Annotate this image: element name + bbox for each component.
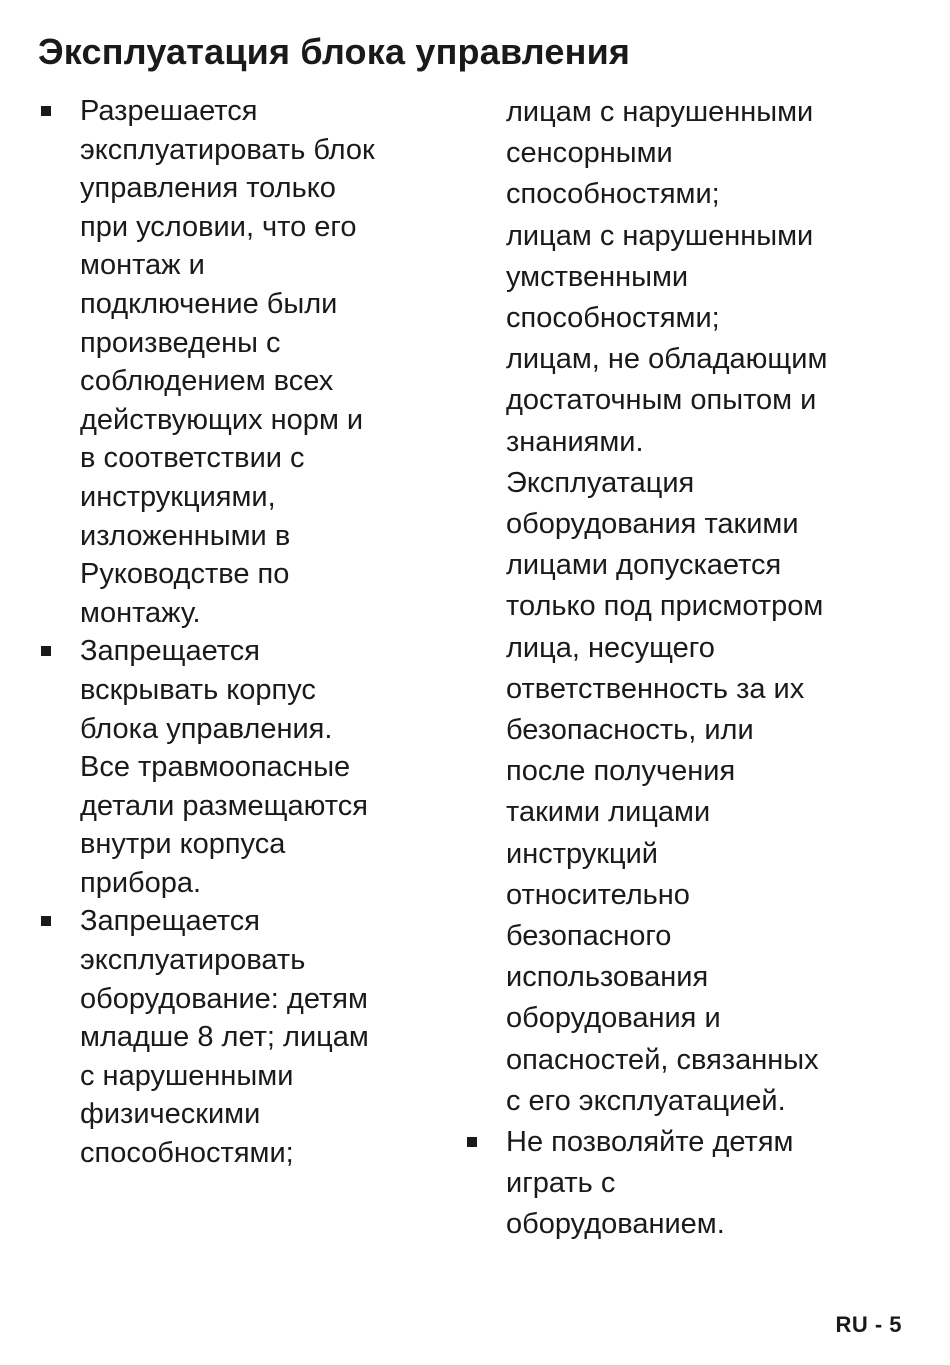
text-line: изложенными в	[80, 519, 291, 552]
text-line: монтаж и	[80, 249, 205, 282]
text-line: произведены с	[80, 326, 281, 359]
list-item-usage-restrictions	[36, 902, 436, 1172]
text-line: лицам с нарушенными	[506, 96, 814, 128]
text-line: относительно	[506, 878, 690, 911]
text-line: действующих норм и	[80, 403, 364, 436]
text-line: только под присмотром	[506, 590, 824, 623]
text-line: безопасность, или	[506, 714, 754, 747]
text-line: Все травмоопасные	[80, 751, 351, 784]
square-bullet-icon	[41, 916, 51, 926]
text-line: Разрешается	[80, 95, 258, 127]
text-line: такими лицами	[506, 796, 711, 829]
paragraph	[80, 632, 436, 902]
text-line: лицам, не обладающим	[506, 343, 828, 376]
text-line: инструкций	[506, 837, 658, 870]
text-line: использования	[506, 961, 709, 994]
text-line: способностями;	[80, 1137, 294, 1170]
text-line: сенсорными	[506, 137, 673, 170]
text-line: достаточным опытом и	[506, 384, 817, 417]
text-line: оборудования такими	[506, 508, 799, 541]
text-line: знаниями.	[506, 425, 644, 458]
text-line: соблюдением всех	[80, 365, 334, 398]
text-line: способностями;	[506, 178, 720, 211]
text-line: с нарушенными	[80, 1059, 294, 1092]
text-line: подключение были	[80, 287, 338, 320]
list-item-continuation	[462, 92, 902, 1122]
paragraph	[80, 92, 436, 632]
text-line: прибора.	[80, 866, 202, 899]
text-line: ответственность за их	[506, 672, 805, 705]
list-item-install-rules	[36, 92, 436, 632]
text-line: оборудованием.	[506, 1208, 725, 1241]
text-line: лицами допускается	[506, 549, 782, 582]
text-line: Не позволяйте детям	[506, 1126, 794, 1159]
text-line: с его эксплуатацией.	[506, 1084, 786, 1117]
text-line: блока управления.	[80, 712, 333, 745]
right-column	[462, 92, 902, 1246]
page-number: RU - 5	[835, 1312, 902, 1337]
text-line: управления только	[80, 172, 336, 205]
text-line: опасностей, связанных	[506, 1043, 819, 1076]
square-bullet-icon	[41, 106, 51, 116]
square-bullet-icon	[41, 646, 51, 656]
square-bullet-icon	[467, 1137, 477, 1147]
text-line: при условии, что его	[80, 210, 357, 243]
text-line: играть с	[506, 1167, 616, 1200]
text-line: после получения	[506, 755, 736, 788]
text-line: вскрывать корпус	[80, 673, 316, 706]
text-line: инструкциями,	[80, 480, 276, 513]
text-line: детали размещаются	[80, 789, 368, 822]
text-line: безопасного	[506, 920, 672, 953]
text-line: в соответствии с	[80, 442, 305, 475]
text-line: оборудование: детям	[80, 982, 368, 1015]
text-line: младше 8 лет; лицам	[80, 1021, 369, 1054]
text-line: умственными	[506, 260, 689, 293]
text-line: эксплуатировать блок	[80, 133, 375, 166]
paragraph	[506, 1122, 902, 1246]
text-line: физическими	[80, 1098, 261, 1131]
text-line: лица, несущего	[506, 631, 715, 664]
text-line: внутри корпуса	[80, 828, 286, 861]
text-line: способностями;	[506, 302, 720, 335]
paragraph	[80, 902, 436, 1172]
text-line: лицам с нарушенными	[506, 219, 814, 252]
list-item-children-warning	[462, 1122, 902, 1246]
text-line: Запрещается	[80, 635, 260, 668]
left-column	[36, 92, 436, 1173]
text-line: оборудования и	[506, 1002, 721, 1035]
text-line: монтажу.	[80, 596, 201, 629]
text-line: эксплуатировать	[80, 944, 306, 977]
list-item-housing-warning	[36, 632, 436, 902]
text-line: Руководстве по	[80, 558, 290, 591]
text-line: Запрещается	[80, 905, 260, 938]
paragraph	[506, 92, 902, 1122]
text-line: Эксплуатация	[506, 466, 695, 499]
page-title: Эксплуатация блока управления	[38, 31, 631, 72]
